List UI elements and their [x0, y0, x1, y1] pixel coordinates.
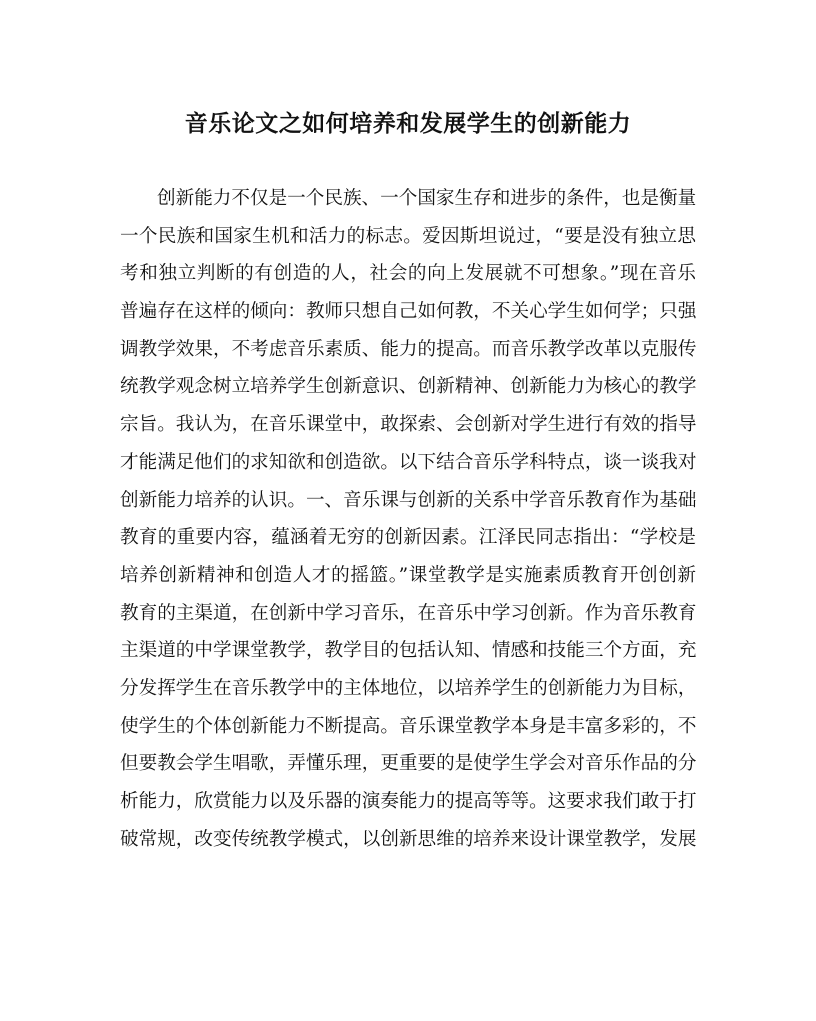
body-line: 考和独立判断的有创造的人，社会的向上发展就不可想象。”现在音乐 — [120, 263, 696, 285]
body-line: 调教学效果，不考虑音乐素质、能力的提高。而音乐教学改革以克服传 — [120, 338, 697, 360]
body-line: 教育的主渠道，在创新中学习音乐，在音乐中学习创新。作为音乐教育 — [120, 602, 697, 624]
body-line: 但要教会学生唱歌，弄懂乐理，更重要的是使学生学会对音乐作品的分 — [120, 753, 697, 775]
body-line: 才能满足他们的求知欲和创造欲。以下结合音乐学科特点，谈一谈我对 — [120, 451, 697, 473]
body-line: 主渠道的中学课堂教学，教学目的包括认知、情感和技能三个方面，充 — [120, 640, 697, 662]
body-line: 析能力，欣赏能力以及乐器的演奏能力的提高等等。这要求我们敢于打 — [120, 791, 697, 812]
document-title: 音乐论文之如何培养和发展学生的创新能力 — [184, 110, 632, 137]
body-line: 一个民族和国家生机和活力的标志。爱因斯坦说过，“要是没有独立思 — [120, 225, 696, 247]
body-line: 创新能力培养的认识。一、音乐课与创新的关系中学音乐教育作为基础 — [120, 489, 697, 511]
body-line: 创新能力不仅是一个民族、一个国家生存和进步的条件，也是衡量 — [157, 188, 697, 209]
body-line: 培养创新精神和创造人才的摇篮。”课堂教学是实施素质教育开创创新 — [120, 564, 696, 586]
body-line: 教育的重要内容，蕴涵着无穷的创新因素。江泽民同志指出：“学校是 — [120, 527, 696, 549]
body-line: 统教学观念树立培养学生创新意识、创新精神、创新能力为核心的教学 — [120, 376, 697, 398]
document-body — [120, 180, 696, 858]
body-line: 宗旨。我认为，在音乐课堂中，敢探索、会创新对学生进行有效的指导 — [120, 414, 697, 436]
body-line: 分发挥学生在音乐教学中的主体地位，以培养学生的创新能力为目标， — [120, 677, 697, 699]
body-line: 普遍存在这样的倾向：教师只想自己如何教，不关心学生如何学；只强 — [120, 301, 697, 323]
body-line: 破常规，改变传统教学模式，以创新思维的培养来设计课堂教学，发展 — [120, 828, 697, 850]
body-line: 使学生的个体创新能力不断提高。音乐课堂教学本身是丰富多彩的，不 — [120, 715, 697, 737]
